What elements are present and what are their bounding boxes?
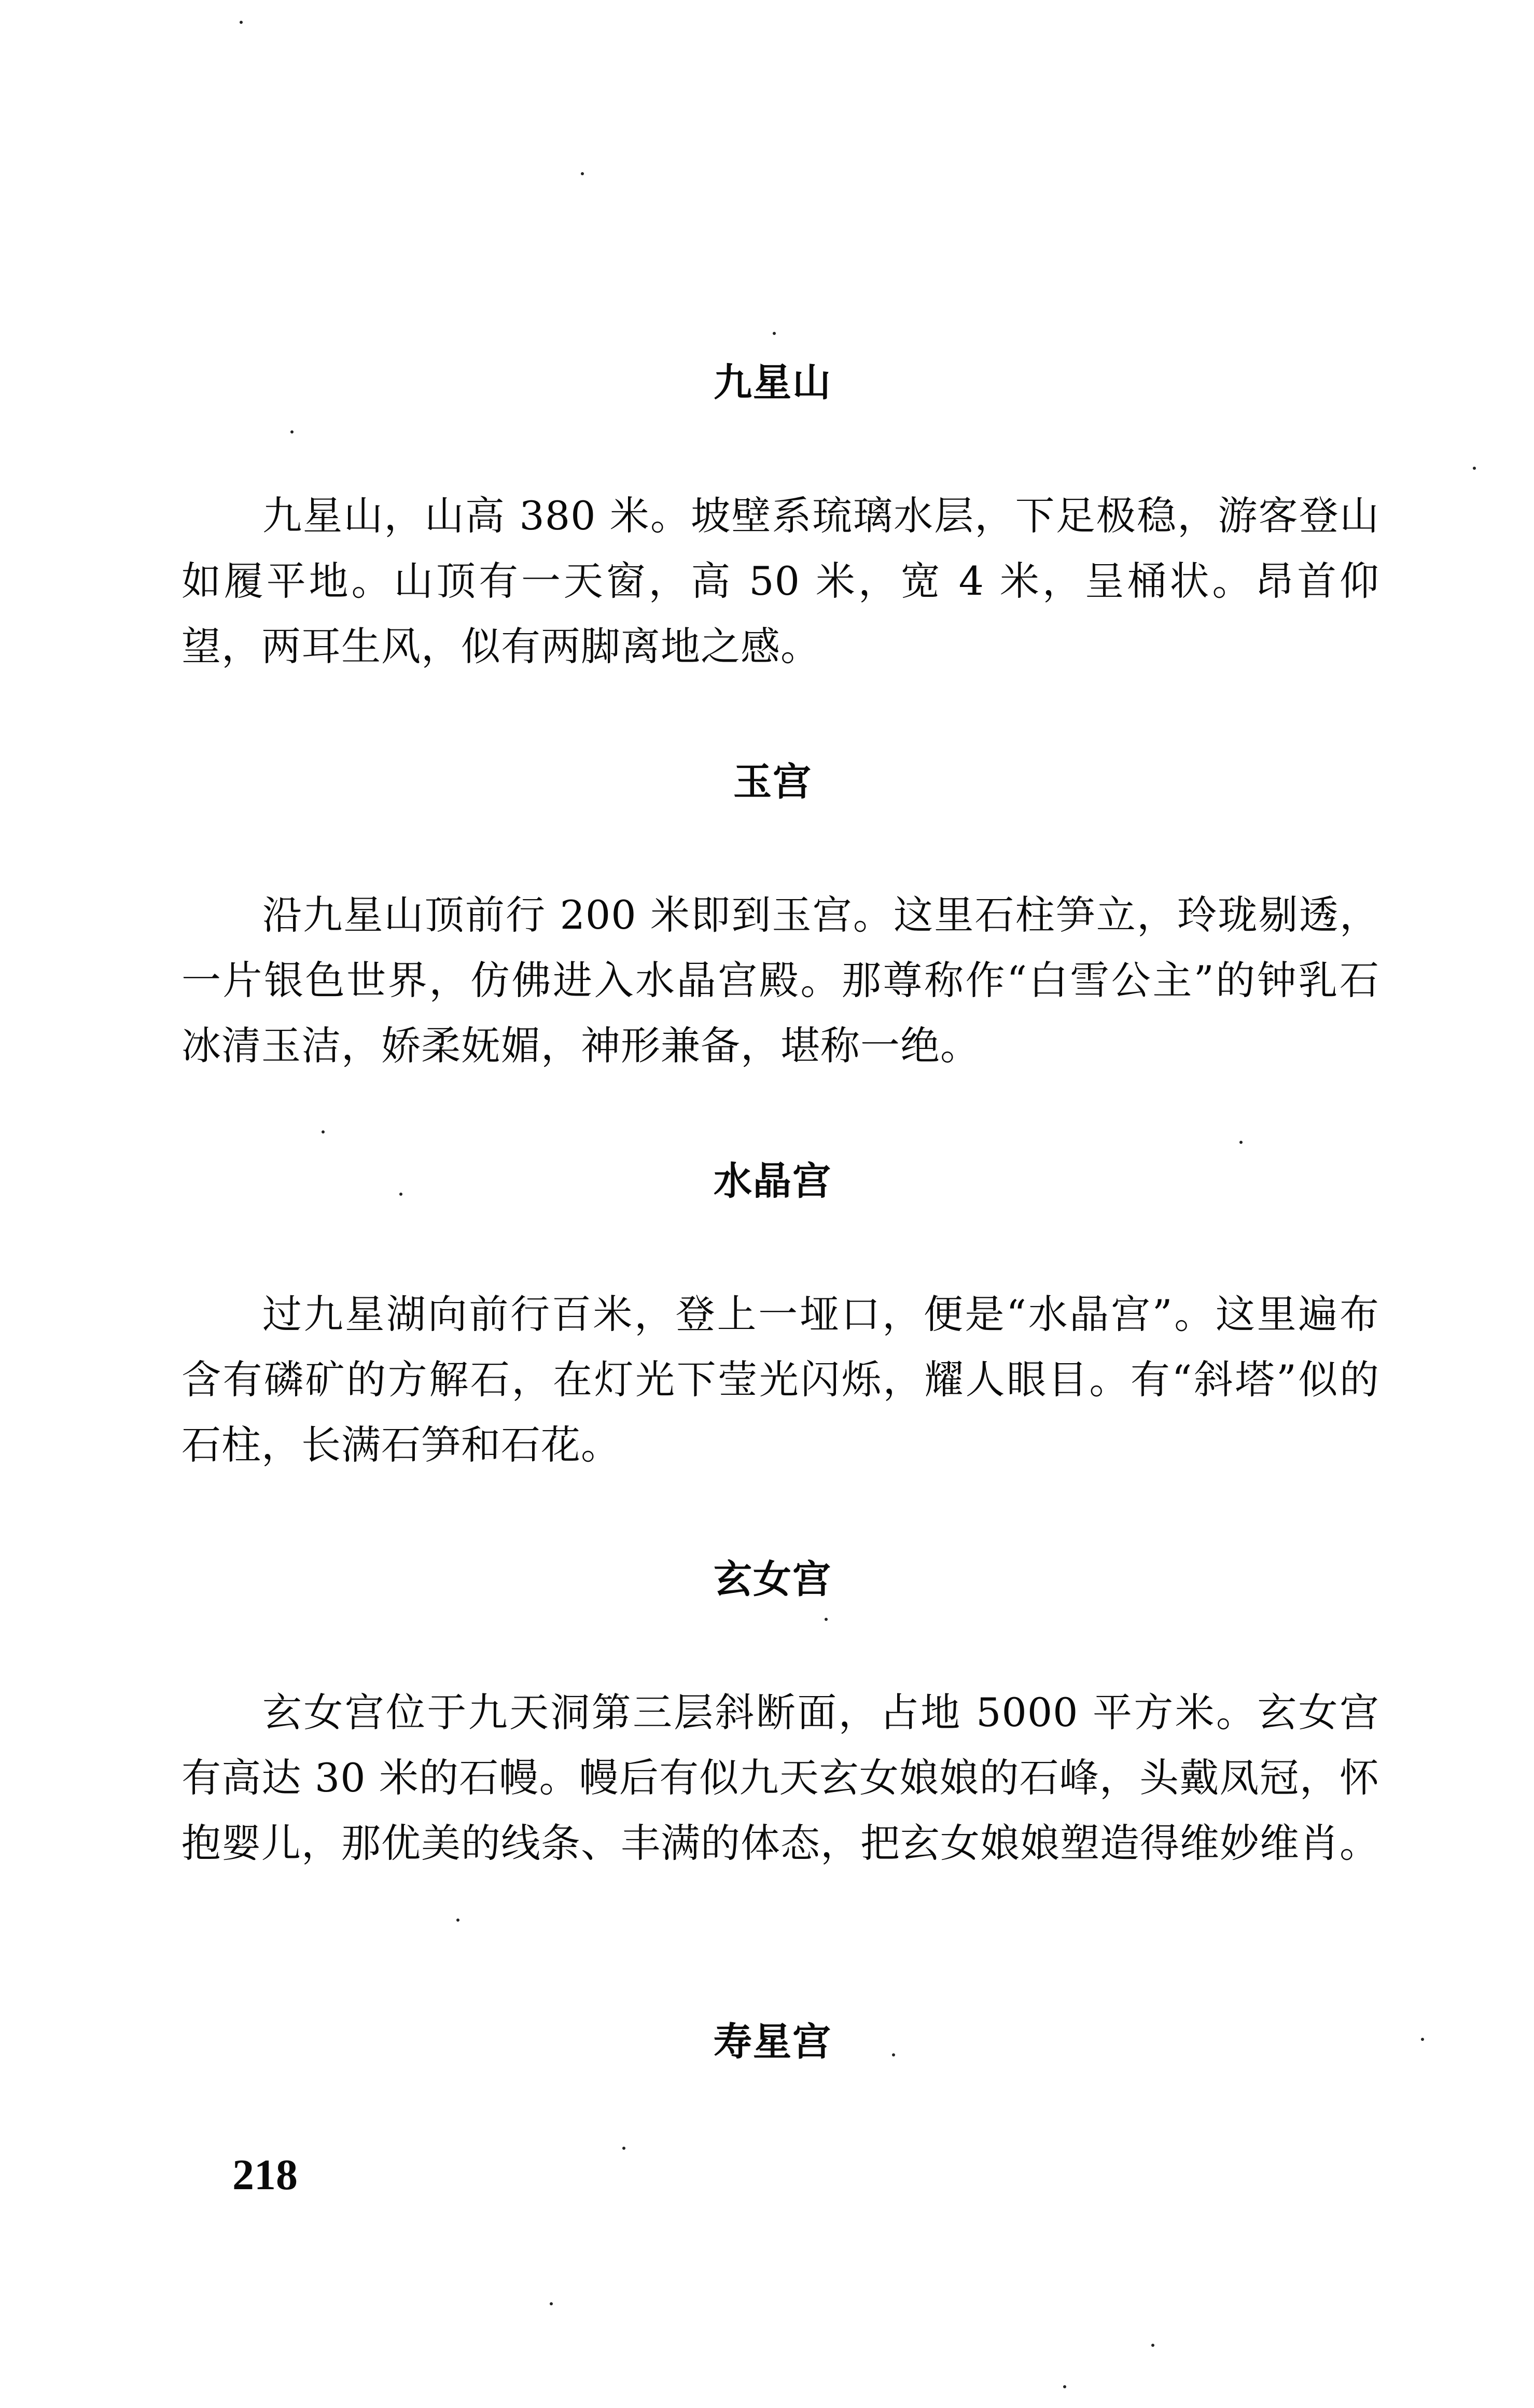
scan-speck <box>825 1618 828 1621</box>
scan-speck <box>581 172 584 175</box>
section-title-yugong: 玉宫 <box>733 760 812 804</box>
section-body-shuijinggong: 过九星湖向前行百米，登上一垭口，便是“水晶宫”。这里遍布含有磷矿的方解石，在灯光下莹光闪烁，耀人眼目。有“斜塔”似的石柱，长满石笋和石花。 <box>182 1291 1379 1468</box>
scan-speck <box>322 1130 325 1133</box>
scan-speck <box>773 332 776 335</box>
scan-speck <box>1151 2344 1154 2347</box>
scan-speck <box>290 430 294 433</box>
scan-speck <box>1063 2385 1066 2388</box>
scan-speck <box>1239 1141 1243 1144</box>
scan-speck <box>892 2053 895 2056</box>
scan-speck <box>240 21 243 24</box>
page-number: 218 <box>232 2151 298 2199</box>
section-title-jiuxingshan: 九星山 <box>714 360 832 405</box>
scan-speck <box>456 1919 459 1922</box>
section-body-jiuxingshan: 九星山，山高 380 米。坡壁系琉璃水层，下足极稳，游客登山如履平地。山顶有一天窗，高 50 米，宽 4 米，呈桶状。昂首仰望，两耳生风，似有两脚离地之感。 <box>182 493 1379 669</box>
section-title-shuijinggong: 水晶宫 <box>714 1159 832 1203</box>
scan-speck <box>399 1193 402 1196</box>
section-body-yugong: 沿九星山顶前行 200 米即到玉宫。这里石柱笋立，玲珑剔透，一片银色世界，仿佛进入水晶宫殿。那尊称作“白雪公主”的钟乳石冰清玉洁，娇柔妩媚，神形兼备，堪称一绝。 <box>182 892 1379 1069</box>
section-title-xuannvgong: 玄女宫 <box>714 1557 832 1602</box>
section-title-shouxinggong: 寿星宫 <box>714 2020 832 2064</box>
section-body-xuannvgong: 玄女宫位于九天洞第三层斜断面，占地 5000 平方米。玄女宫有高达 30 米的石幔。幔后有似九天玄女娘娘的石峰，头戴凤冠，怀抱婴儿，那优美的线条、丰满的体态，把玄女娘娘塑造得维妙维肖。 <box>182 1689 1379 1866</box>
scan-speck <box>622 2147 625 2150</box>
scan-speck <box>1421 2038 1424 2041</box>
scan-speck <box>1473 467 1476 470</box>
scan-speck <box>550 2302 553 2305</box>
